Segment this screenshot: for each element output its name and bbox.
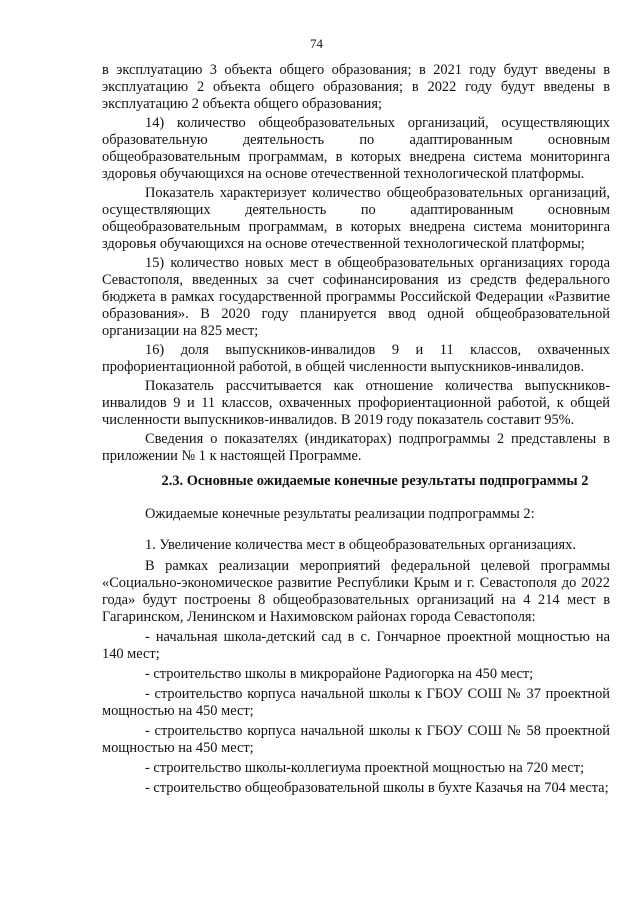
bullet-list (102, 629, 610, 797)
list-item: - строительство корпуса начальной школы к ГБОУ СОШ № 37 проектной мощностью на 450 мест; (102, 686, 610, 719)
list-item: - строительство школы в микрорайоне Радиогорка на 450 мест; (145, 666, 534, 682)
paragraph: В рамках реализации мероприятий федеральной целевой программы «Социально-экономическое развитие Республики Крым и г. Севастополя до 2022 года» будут построены 8 общеобразовательных организаций на 4 214 мест в Гагаринском, Ленинском и Нахимовском районах города Севастополя: (102, 558, 610, 625)
list-item: - начальная школа-детский сад в с. Гончарное проектной мощностью на 140 мест; (102, 629, 610, 662)
section-heading: 2.3. Основные ожидаемые конечные результаты подпрограммы 2 (161, 473, 589, 489)
paragraph: в эксплуатацию 3 объекта общего образования; в 2021 году будут введены в эксплуатацию 2 объекта общего образования; в 2022 году будут введены в эксплуатацию 2 объекта общего образования; (102, 62, 610, 112)
document-body (102, 62, 610, 797)
list-item: - строительство школы-коллегиума проектной мощностью на 720 мест; (145, 760, 585, 776)
list-item: - строительство корпуса начальной школы к ГБОУ СОШ № 58 проектной мощностью на 450 мест; (102, 723, 610, 756)
paragraph-item-16: 16) доля выпускников-инвалидов 9 и 11 классов, охваченных профориентационной работой, в общей численности выпускников-инвалидов. (102, 342, 610, 375)
paragraph: Сведения о показателях (индикаторах) подпрограммы 2 представлены в приложении № 1 к настоящей Программе. (102, 431, 610, 464)
page-number: 74 (310, 36, 323, 51)
paragraph-item-14: 14) количество общеобразовательных организаций, осуществляющих образовательную деятельность по адаптированным основным общеобразовательным программам, в которых внедрена система мониторинга здоровья обучающихся на основе отечественной технологической платформы. (102, 115, 610, 182)
paragraph: Показатель характеризует количество общеобразовательных организаций, осуществляющих деятельность по адаптированным основным общеобразовательным программам, в которых внедрена система мониторинга здоровья обучающихся на основе отечественной технологической платформы; (102, 185, 610, 252)
paragraph-item-15: 15) количество новых мест в общеобразовательных организациях города Севастополя, введенных за счет софинансирования из средств федерального бюджета в рамках государственной программы Российской Федерации «Развитие образования». В 2020 году планируется ввод одной общеобразовательной организации на 825 мест; (102, 255, 610, 339)
paragraph: Показатель рассчитывается как отношение количества выпускников-инвалидов 9 и 11 классов, охваченных профориентационной работой, к общей численности выпускников-инвалидов. В 2019 году показатель составит 95%. (102, 378, 610, 428)
list-item: - строительство общеобразовательной школы в бухте Казачья на 704 места; (145, 780, 609, 796)
result-item-1: 1. Увеличение количества мест в общеобразовательных организациях. (145, 537, 576, 553)
section-intro: Ожидаемые конечные результаты реализации подпрограммы 2: (145, 506, 535, 522)
